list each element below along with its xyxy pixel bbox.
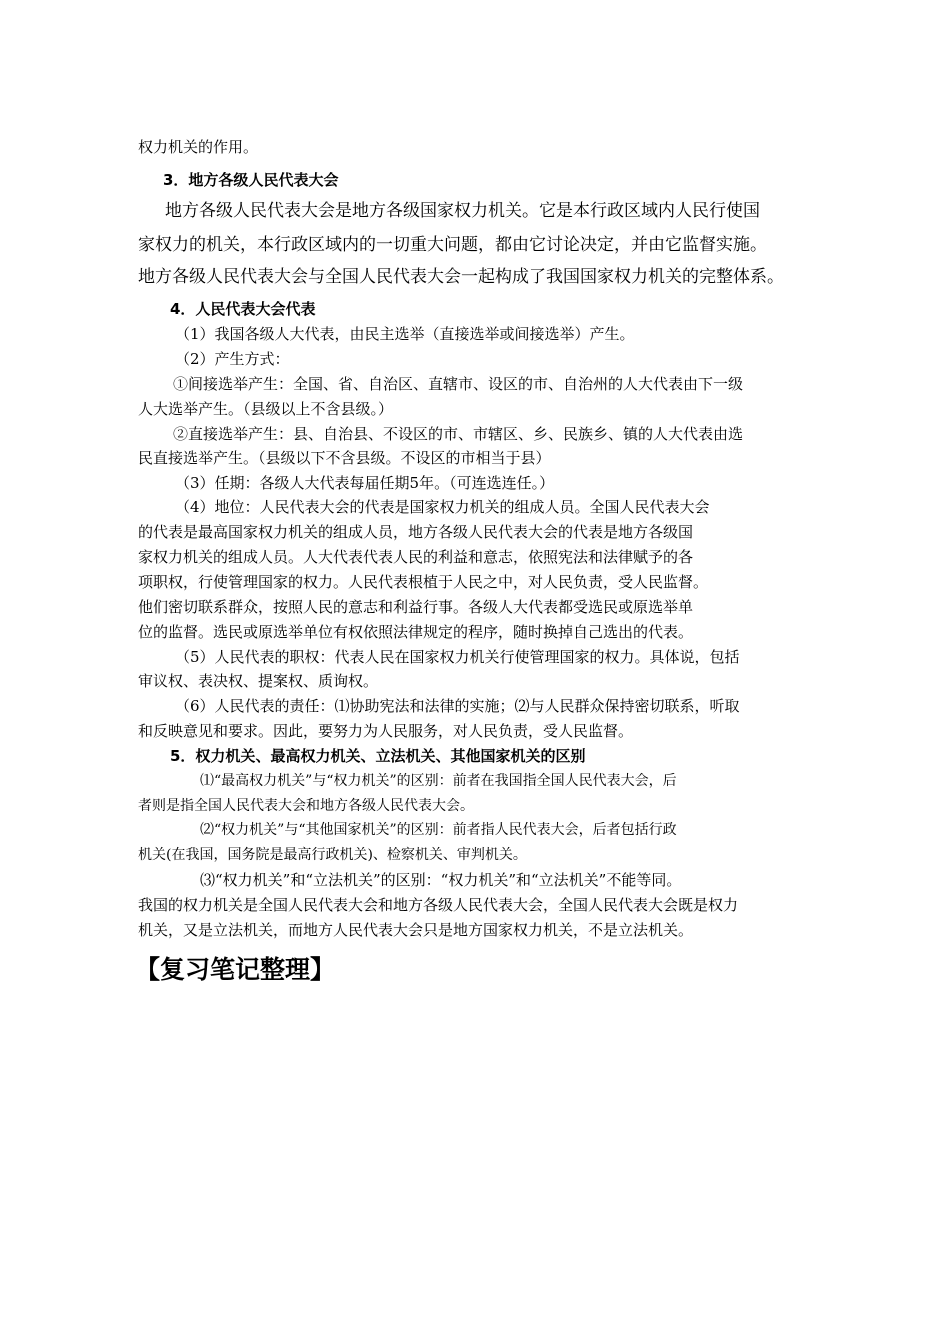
review-notes-heading: 【复习笔记整理】 [135, 955, 336, 984]
text-line: ⑶“权力机关”和“立法机关”的区别：“权力机关”和“立法机关”不能等同。 [200, 871, 682, 889]
text-line: （1）我国各级人大代表，由民主选举（直接选举或间接选举）产生。 [175, 325, 635, 343]
text-line: 和反映意见和要求。因此，要努力为人民服务，对人民负责，受人民监督。 [138, 722, 634, 740]
text-line: 他们密切联系群众，按照人民的意志和利益行事。各级人大代表都受选民或原选举单 [138, 598, 694, 616]
text-line: 权力机关的作用。 [138, 138, 259, 156]
text-line: 者则是指全国人民代表大会和地方各级人民代表大会。 [138, 798, 474, 814]
text-line: 审议权、表决权、提案权、质询权。 [138, 672, 379, 690]
text-line: 家权力机关的组成人员。人大代表代表人民的利益和意志，依照宪法和法律赋予的各 [138, 548, 694, 566]
text-line: 我国的权力机关是全国人民代表大会和地方各级人民代表大会，全国人民代表大会既是权力 [138, 896, 739, 914]
text-line: ①间接选举产生：全国、省、自治区、直辖市、设区的市、自治州的人大代表由下一级 [173, 375, 744, 393]
text-line: 机关，又是立法机关，而地方人民代表大会只是地方国家权力机关，不是立法机关。 [138, 921, 694, 939]
text-line: （5）人民代表的职权：代表人民在国家权力机关行使管理国家的权力。具体说，包括 [175, 648, 740, 666]
text-line: ⑵“权力机关”与“其他国家机关”的区别：前者指人民代表大会，后者包括行政 [200, 822, 677, 838]
text-line: 人大选举产生。（县级以上不含县级。） [138, 400, 394, 418]
text-line: 项职权，行使管理国家的权力。人民代表根植于人民之中，对人民负责，受人民监督。 [138, 573, 709, 591]
text-line: 位的监督。选民或原选举单位有权依照法律规定的程序，随时换掉自己选出的代表。 [138, 623, 694, 641]
text-line: （4）地位：人民代表大会的代表是国家权力机关的组成人员。全国人民代表大会 [175, 498, 710, 516]
text-line: 家权力的机关，本行政区域内的一切重大问题，都由它讨论决定，并由它监督实施。 [138, 235, 767, 255]
text-line: ②直接选举产生：县、自治县、不设区的市、市辖区、乡、民族乡、镇的人大代表由选 [173, 425, 744, 443]
text-line: 地方各级人民代表大会是地方各级国家权力机关。它是本行政区域内人民行使国 [165, 201, 760, 221]
section-heading-4: 4．人民代表大会代表 [170, 300, 316, 318]
text-line: 民直接选举产生。（县级以下不含县级。不设区的市相当于县） [138, 449, 551, 467]
section-heading-3: 3．地方各级人民代表大会 [163, 171, 339, 189]
text-line: ⑴“最高权力机关”与“权力机关”的区别：前者在我国指全国人民代表大会，后 [200, 773, 677, 789]
text-line: 地方各级人民代表大会与全国人民代表大会一起构成了我国国家权力机关的完整体系。 [138, 267, 784, 287]
text-line: 机关(在我国，国务院是最高行政机关)、检察机关、审判机关。 [138, 847, 527, 863]
text-line: （2）产生方式： [175, 350, 290, 368]
section-heading-5: 5．权力机关、最高权力机关、立法机关、其他国家机关的区别 [170, 747, 586, 765]
text-line: （3）任期：各级人大代表每届任期5年。（可连选连任。） [175, 474, 555, 492]
text-line: （6）人民代表的责任：⑴协助宪法和法律的实施；⑵与人民群众保持密切联系，听取 [175, 697, 740, 715]
text-line: 的代表是最高国家权力机关的组成人员，地方各级人民代表大会的代表是地方各级国 [138, 523, 694, 541]
